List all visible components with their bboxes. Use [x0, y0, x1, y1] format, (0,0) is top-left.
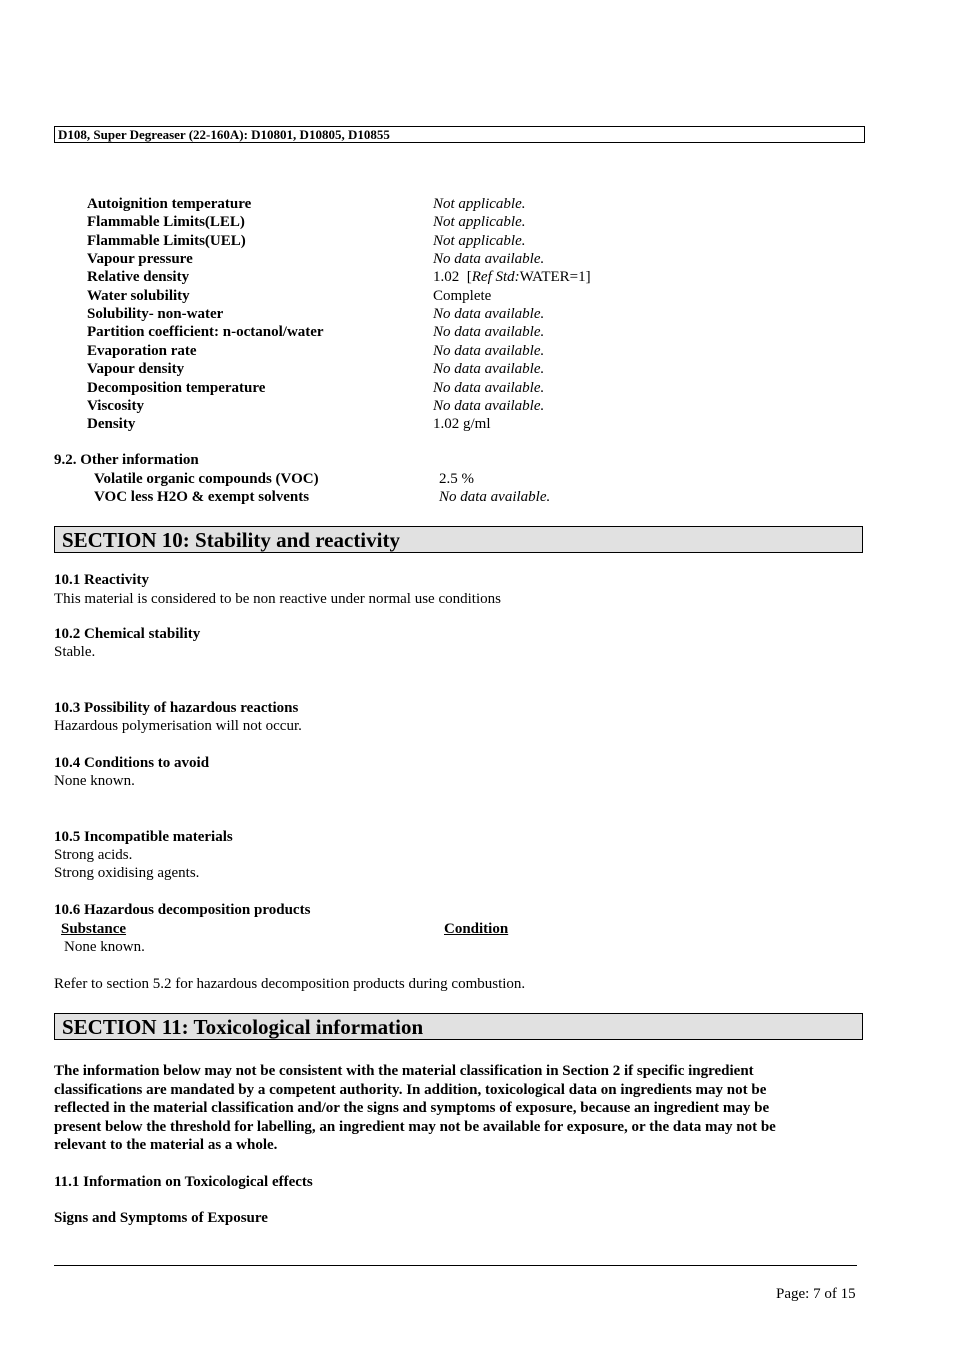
incompatible-material-1: Strong acids. [54, 847, 133, 863]
signs-symptoms-heading: Signs and Symptoms of Exposure [54, 1210, 268, 1226]
reactivity-heading: 10.1 Reactivity [54, 572, 149, 588]
hazardous-reactions-text: Hazardous polymerisation will not occur. [54, 718, 302, 734]
decomposition-note: Refer to section 5.2 for hazardous decomposition products during combustion. [54, 976, 526, 992]
property-label: Relative density [87, 269, 190, 285]
intro-line: present below the threshold for labelling, an ingredient may not be available for exposure, or the data may not be [54, 1118, 776, 1135]
property-label: Autoignition temperature [87, 196, 252, 212]
property-value: Not applicable. [433, 214, 526, 230]
section-11-title: SECTION 11: Toxicological information [62, 1015, 424, 1039]
chemical-stability-text: Stable. [54, 644, 96, 660]
conditions-to-avoid-heading: 10.4 Conditions to avoid [54, 755, 210, 771]
substance-column-header: Substance [61, 921, 127, 937]
property-label: Partition coefficient: n-octanol/water [87, 324, 324, 340]
page-number: Page: 7 of 15 [776, 1286, 856, 1302]
toxicological-effects-heading: 11.1 Information on Toxicological effects [54, 1174, 313, 1190]
property-value: No data available. [433, 251, 545, 267]
decomposition-substance-value: None known. [64, 939, 145, 955]
voc-less-label: VOC less H2O & exempt solvents [94, 489, 310, 505]
property-value: No data available. [433, 398, 545, 414]
property-label: Evaporation rate [87, 343, 197, 359]
property-value: 1.02 [Ref Std:WATER=1] [433, 269, 591, 285]
property-label: Water solubility [87, 288, 190, 304]
property-value: Not applicable. [433, 233, 526, 249]
decomposition-products-heading: 10.6 Hazardous decomposition products [54, 902, 311, 918]
intro-line: The information below may not be consistent with the material classification in Section 2 if specific ingredient [54, 1063, 754, 1079]
property-value: Complete [433, 288, 492, 304]
intro-line: relevant to the material as a whole. [54, 1137, 278, 1153]
intro-line: reflected in the material classification and/or the signs and symptoms of exposure, because an ingredient may be [54, 1100, 770, 1116]
property-value: No data available. [433, 380, 545, 396]
conditions-to-avoid-text: None known. [54, 773, 135, 789]
reactivity-text: This material is considered to be non reactive under normal use conditions [54, 591, 501, 607]
property-value: No data available. [433, 343, 545, 359]
property-value: No data available. [433, 361, 545, 377]
voc-less-value: No data available. [439, 489, 551, 505]
incompatible-materials-heading: 10.5 Incompatible materials [54, 829, 233, 845]
other-info-heading: 9.2. Other information [54, 452, 199, 468]
toxicology-intro [54, 1062, 844, 1155]
hazardous-reactions-heading: 10.3 Possibility of hazardous reactions [54, 700, 299, 716]
property-value: Not applicable. [433, 196, 526, 212]
voc-value: 2.5 % [439, 471, 474, 487]
property-label: Decomposition temperature [87, 380, 266, 396]
property-value: 1.02 g/ml [433, 416, 491, 432]
chemical-stability-heading: 10.2 Chemical stability [54, 626, 201, 642]
voc-label: Volatile organic compounds (VOC) [94, 471, 319, 487]
footer-rule [54, 1265, 857, 1266]
property-label: Flammable Limits(UEL) [87, 233, 246, 249]
property-label: Viscosity [87, 398, 144, 414]
document-header [54, 126, 865, 143]
condition-column-header: Condition [444, 921, 509, 937]
property-label: Density [87, 416, 136, 432]
property-value: No data available. [433, 306, 545, 322]
property-label: Solubility- non-water [87, 306, 224, 322]
section-11-header [54, 1013, 863, 1040]
product-title: D108, Super Degreaser (22-160A): D10801, D10805, D10855 [58, 127, 390, 142]
section-10-header [54, 526, 863, 553]
property-label: Vapour density [87, 361, 185, 377]
property-label: Flammable Limits(LEL) [87, 214, 245, 230]
property-label: Vapour pressure [87, 251, 193, 267]
intro-line: classifications are mandated by a competent authority. In addition, toxicological data on ingredients may not be [54, 1081, 767, 1098]
section-10-title: SECTION 10: Stability and reactivity [62, 528, 400, 552]
incompatible-material-2: Strong oxidising agents. [54, 865, 200, 881]
property-value: No data available. [433, 324, 545, 340]
